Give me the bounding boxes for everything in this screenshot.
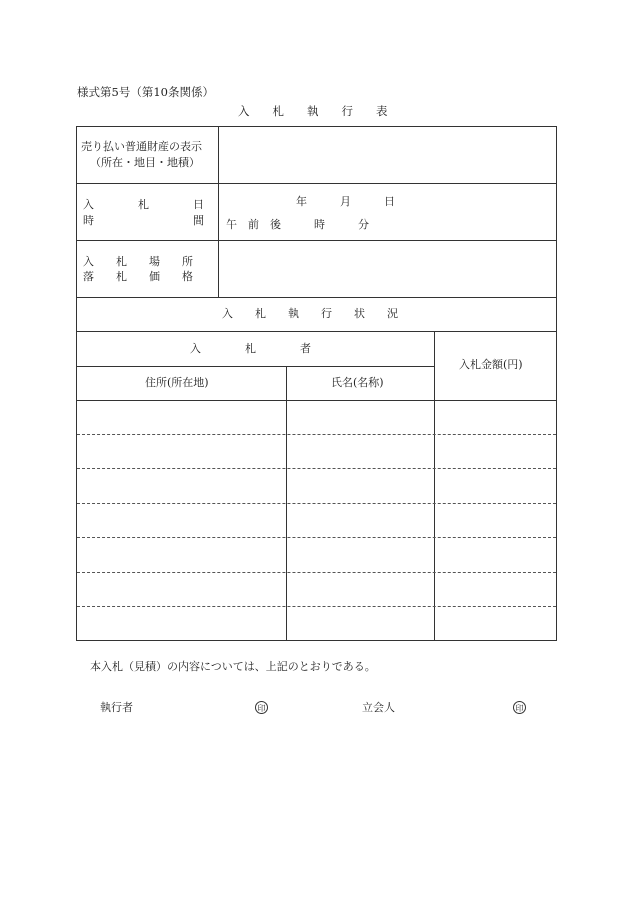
document-title: 入 札 執 行 表 — [238, 104, 388, 118]
bidder-name-cell[interactable] — [287, 504, 434, 537]
bid-amount-cell[interactable] — [435, 538, 556, 572]
place-label-line1: 入 札 場 所 — [83, 255, 193, 268]
bidder-name-cell[interactable] — [287, 469, 434, 503]
bid-amount-cell[interactable] — [435, 504, 556, 537]
place-price-value-cell[interactable] — [228, 260, 548, 278]
bid-amount-cell[interactable] — [435, 573, 556, 606]
info-row-divider-2 — [76, 240, 557, 241]
statement-text: 本入札（見積）の内容については、上記のとおりである。 — [90, 660, 376, 673]
bid-time-label-line2: 時 間 — [83, 214, 204, 227]
property-label-line2: （所在・地目・地積） — [90, 156, 200, 169]
name-header: 氏名(名称) — [331, 376, 384, 389]
bid-amount-cell[interactable] — [435, 401, 556, 434]
bid-amount-cell[interactable] — [435, 469, 556, 503]
bidder-address-cell[interactable] — [77, 573, 286, 606]
info-column-divider — [218, 126, 219, 298]
time-value-line2[interactable]: 午 前 後 時 分 — [226, 218, 369, 231]
status-section-title: 入 札 執 行 状 況 — [222, 307, 398, 320]
property-value-cell[interactable] — [228, 148, 548, 166]
bidder-address-cell[interactable] — [77, 401, 286, 434]
executor-label: 執行者 — [100, 701, 133, 714]
bidder-address-cell[interactable] — [77, 607, 286, 640]
bid-amount-cell[interactable] — [435, 607, 556, 640]
bidder-name-cell[interactable] — [287, 538, 434, 572]
bidder-address-cell[interactable] — [77, 469, 286, 503]
bidder-address-cell[interactable] — [77, 538, 286, 572]
bid-date-label-line1: 入 札 日 — [83, 198, 204, 211]
address-header: 住所(所在地) — [145, 376, 209, 389]
bidder-name-cell[interactable] — [287, 607, 434, 640]
form-number: 様式第5号（第10条関係） — [77, 85, 214, 99]
bidder-name-cell[interactable] — [287, 435, 434, 468]
witness-label: 立会人 — [362, 701, 395, 714]
amount-header: 入札金額(円) — [459, 358, 523, 371]
bidder-name-cell[interactable] — [287, 401, 434, 434]
bidder-address-cell[interactable] — [77, 435, 286, 468]
bidder-address-cell[interactable] — [77, 504, 286, 537]
executor-seal-icon: 印 — [255, 701, 268, 714]
status-title-divider — [76, 331, 557, 332]
date-value-line1[interactable]: 年 月 日 — [296, 195, 395, 208]
witness-seal-icon: 印 — [513, 701, 526, 714]
bidder-header: 入 札 者 — [190, 342, 311, 355]
price-label-line2: 落 札 価 格 — [83, 270, 193, 283]
property-label-line1: 売り払い普通財産の表示 — [81, 140, 202, 153]
bidder-header-divider — [76, 366, 435, 367]
bidder-name-cell[interactable] — [287, 573, 434, 606]
bid-amount-cell[interactable] — [435, 435, 556, 468]
info-row-divider-1 — [76, 183, 557, 184]
